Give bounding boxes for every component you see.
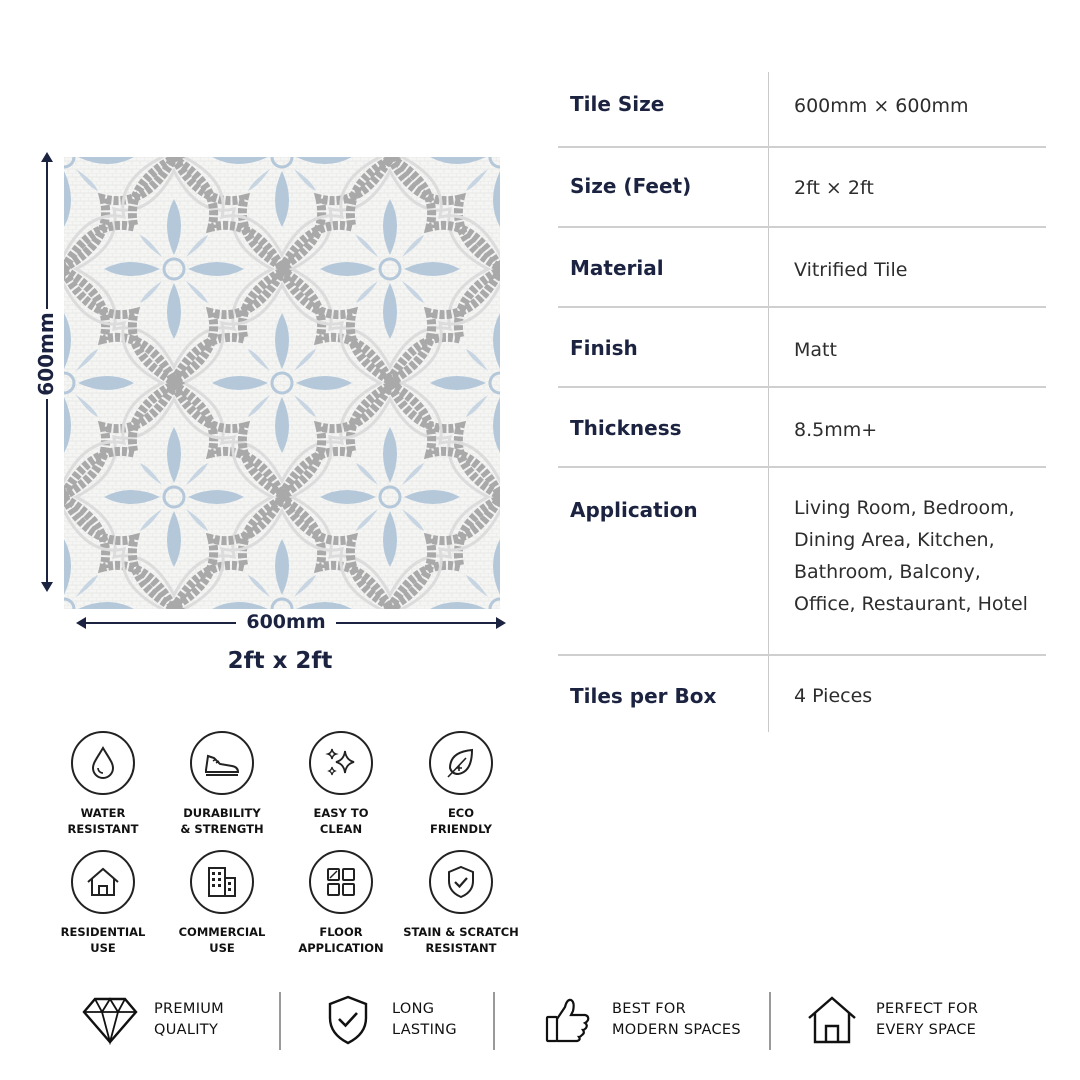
spec-label: Thickness bbox=[570, 416, 682, 440]
spec-row-tiles-per-box bbox=[558, 656, 1046, 732]
diamond-icon bbox=[80, 992, 140, 1048]
feature-label: DURABILITY & STRENGTH bbox=[180, 806, 264, 836]
arrow-left-icon bbox=[76, 617, 86, 629]
size-caption: 2ft x 2ft bbox=[227, 648, 333, 674]
arrow-up-icon bbox=[41, 152, 53, 162]
badge-premium-quality bbox=[80, 990, 224, 1050]
spec-value: 4 Pieces bbox=[794, 685, 873, 707]
spec-row-application bbox=[558, 468, 1046, 656]
feature-label: EASY TO CLEAN bbox=[313, 806, 369, 836]
spec-label: Application bbox=[570, 498, 698, 522]
spec-label: Tile Size bbox=[570, 92, 665, 116]
tile-pattern-image bbox=[64, 157, 500, 609]
spec-label: Size (Feet) bbox=[570, 174, 692, 198]
badge-best-for-modern-spaces bbox=[538, 990, 741, 1050]
badge-label: LONG LASTING bbox=[392, 1001, 457, 1038]
spec-row-material bbox=[558, 228, 1046, 308]
height-label: 600mm bbox=[34, 309, 58, 399]
feature-commercial-use bbox=[157, 850, 287, 956]
feature-label: WATER RESISTANT bbox=[67, 806, 139, 836]
badge-label: BEST FOR MODERN SPACES bbox=[612, 1001, 741, 1038]
spec-value: Matt bbox=[794, 339, 837, 361]
spec-value: 2ft × 2ft bbox=[794, 177, 874, 199]
shield-check-icon bbox=[318, 992, 378, 1048]
feature-label: RESIDENTIAL USE bbox=[60, 925, 146, 955]
water-drop-icon bbox=[71, 731, 135, 795]
width-label: 600mm bbox=[236, 610, 336, 634]
badge-long-lasting bbox=[318, 990, 457, 1050]
spec-row-thickness bbox=[558, 388, 1046, 468]
spec-label: Tiles per Box bbox=[570, 684, 717, 708]
feature-label: STAIN & SCRATCH RESISTANT bbox=[403, 925, 519, 955]
badge-perfect-for-every-space bbox=[802, 990, 978, 1050]
tile-preview bbox=[64, 157, 500, 609]
arrow-right-icon bbox=[496, 617, 506, 629]
spec-row-finish bbox=[558, 308, 1046, 388]
spec-value: 8.5mm+ bbox=[794, 419, 878, 441]
badge-label: PREMIUM QUALITY bbox=[154, 1001, 224, 1038]
shoe-icon bbox=[190, 731, 254, 795]
spec-row-size-feet bbox=[558, 148, 1046, 228]
spec-label: Material bbox=[570, 256, 664, 280]
feature-stain-scratch-resistant bbox=[396, 850, 526, 956]
sparkle-icon bbox=[309, 731, 373, 795]
feature-label: COMMERCIAL USE bbox=[178, 925, 266, 955]
feature-label: FLOOR APPLICATION bbox=[298, 925, 384, 955]
arrow-down-icon bbox=[41, 582, 53, 592]
feature-floor-application bbox=[276, 850, 406, 956]
spec-label: Finish bbox=[570, 336, 638, 360]
floor-grid-icon bbox=[309, 850, 373, 914]
height-dimension bbox=[30, 152, 60, 592]
spec-value: Vitrified Tile bbox=[794, 259, 908, 281]
house-icon bbox=[71, 850, 135, 914]
feature-water-resistant bbox=[38, 731, 168, 837]
spec-row-tile-size bbox=[558, 72, 1046, 148]
feature-residential-use bbox=[38, 850, 168, 956]
badge-strip bbox=[0, 990, 1080, 1060]
spec-value: Living Room, Bedroom, Dining Area, Kitchen, Bathroom, Balcony, Office, Restaurant, Hotel bbox=[794, 497, 1028, 615]
badge-label: PERFECT FOR EVERY SPACE bbox=[876, 1001, 979, 1038]
shield-check-icon bbox=[429, 850, 493, 914]
feature-eco-friendly bbox=[396, 731, 526, 837]
leaf-icon bbox=[429, 731, 493, 795]
thumbs-up-icon bbox=[538, 992, 598, 1048]
home-icon bbox=[802, 992, 862, 1048]
feature-durability bbox=[157, 731, 287, 837]
feature-easy-to-clean bbox=[276, 731, 406, 837]
building-icon bbox=[190, 850, 254, 914]
feature-label: ECO FRIENDLY bbox=[430, 806, 492, 836]
width-dimension bbox=[76, 612, 506, 636]
spec-value: 600mm × 600mm bbox=[794, 95, 969, 117]
